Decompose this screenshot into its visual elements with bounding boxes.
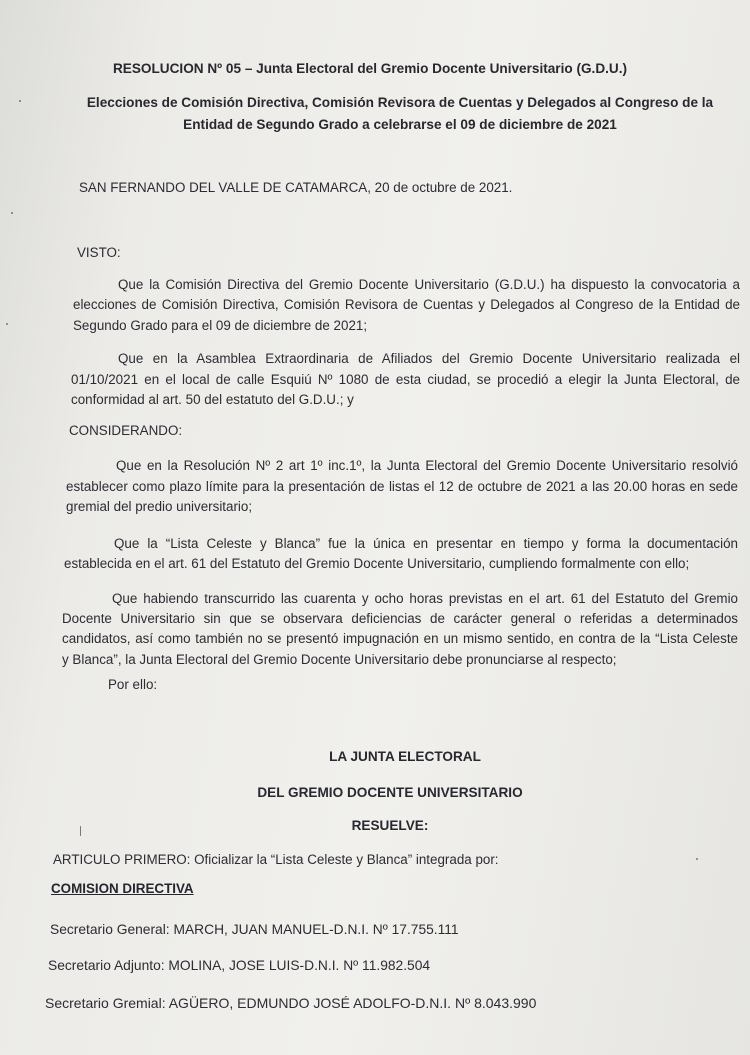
por-ello: Por ello: xyxy=(108,677,158,692)
visto-paragraph-1-line: elecciones de Comisión Directiva, Comisión Revisora de Cuentas y Delegados al Congreso de la Entidad de xyxy=(73,297,740,312)
junta-electoral-heading: LA JUNTA ELECTORAL xyxy=(329,749,481,764)
considerando-paragraph-3-line: y Blanca”, la Junta Electoral del Gremio Docente Universitario debe pronunciarse al respecto; xyxy=(62,652,617,667)
articulo-primero: ARTICULO PRIMERO: Oficializar la “Lista Celeste y Blanca” integrada por: xyxy=(53,852,499,867)
comision-directiva-heading: COMISION DIRECTIVA xyxy=(51,881,194,896)
scan-speck xyxy=(6,323,8,325)
considerando-paragraph-2-line: establecida en el art. 61 del Estatuto del Gremio Docente Universitario, cumpliendo formalmente con ello; xyxy=(64,556,690,571)
considerando-paragraph-2-line: Que la “Lista Celeste y Blanca” fue la única en presentar en tiempo y forma la documentación xyxy=(114,536,738,551)
scan-speck xyxy=(696,858,698,860)
resolution-title: RESOLUCION Nº 05 – Junta Electoral del Gremio Docente Universitario (G.D.U.) xyxy=(112,61,628,76)
visto-paragraph-2-line: Que en la Asamblea Extraordinaria de Afiliados del Gremio Docente Universitario realizada el xyxy=(118,351,740,366)
visto-paragraph-2-line: conformidad al art. 50 del estatuto del G.D.U.; y xyxy=(71,392,354,407)
gremio-docente-heading: DEL GREMIO DOCENTE UNIVERSITARIO xyxy=(257,785,523,800)
visto-label: VISTO: xyxy=(77,245,121,260)
considerando-paragraph-1-line: establecer como plazo límite para la presentación de listas el 12 de octubre de 2021 a las 20.00 horas en sede xyxy=(66,479,738,494)
visto-paragraph-2-line: 01/10/2021 en el local de calle Esquiú Nº 1080 de esta ciudad, se procedió a elegir la Junta Electoral, de xyxy=(71,372,740,387)
considerando-label: CONSIDERANDO: xyxy=(69,423,183,438)
scan-speck xyxy=(19,100,21,102)
member-secretario-adjunto: Secretario Adjunto: MOLINA, JOSE LUIS-D.N.I. Nº 11.982.504 xyxy=(48,958,431,973)
member-secretario-general: Secretario General: MARCH, JUAN MANUEL-D.N.I. Nº 17.755.111 xyxy=(50,922,459,937)
scan-speck xyxy=(80,826,81,836)
considerando-paragraph-1-line: Que en la Resolución Nº 2 art 1º inc.1º, la Junta Electoral del Gremio Docente Universitario resolvió xyxy=(116,458,738,473)
considerando-paragraph-3-line: candidatos, así como también no se presentó impugnación en un mismo sentido, en contra de la “Lista Celeste xyxy=(62,631,738,646)
place-and-date: SAN FERNANDO DEL VALLE DE CATAMARCA, 20 de octubre de 2021. xyxy=(79,180,513,195)
scan-speck xyxy=(11,212,13,214)
considerando-paragraph-3-line: Que habiendo transcurrido las cuarenta y ocho horas previstas en el art. 61 del Estatuto del Gremio xyxy=(112,591,738,606)
resolution-subtitle-line-1: Elecciones de Comisión Directiva, Comisión Revisora de Cuentas y Delegados al Congreso de la xyxy=(86,95,714,110)
visto-paragraph-1-line: Segundo Grado para el 09 de diciembre de 2021; xyxy=(73,318,368,333)
resuelve-heading: RESUELVE: xyxy=(351,818,429,833)
considerando-paragraph-1-line: gremial del predio universitario; xyxy=(66,499,253,514)
member-secretario-gremial: Secretario Gremial: AGÜERO, EDMUNDO JOSÉ ADOLFO-D.N.I. Nº 8.043.990 xyxy=(45,995,537,1011)
resolution-subtitle-line-2: Entidad de Segundo Grado a celebrarse el 09 de diciembre de 2021 xyxy=(183,117,617,132)
visto-paragraph-1-line: Que la Comisión Directiva del Gremio Docente Universitario (G.D.U.) ha dispuesto la convocatoria a xyxy=(118,277,740,292)
considerando-paragraph-3-line: Docente Universitario sin que se observara deficiencias de carácter general o referidas a determinados xyxy=(62,611,738,626)
